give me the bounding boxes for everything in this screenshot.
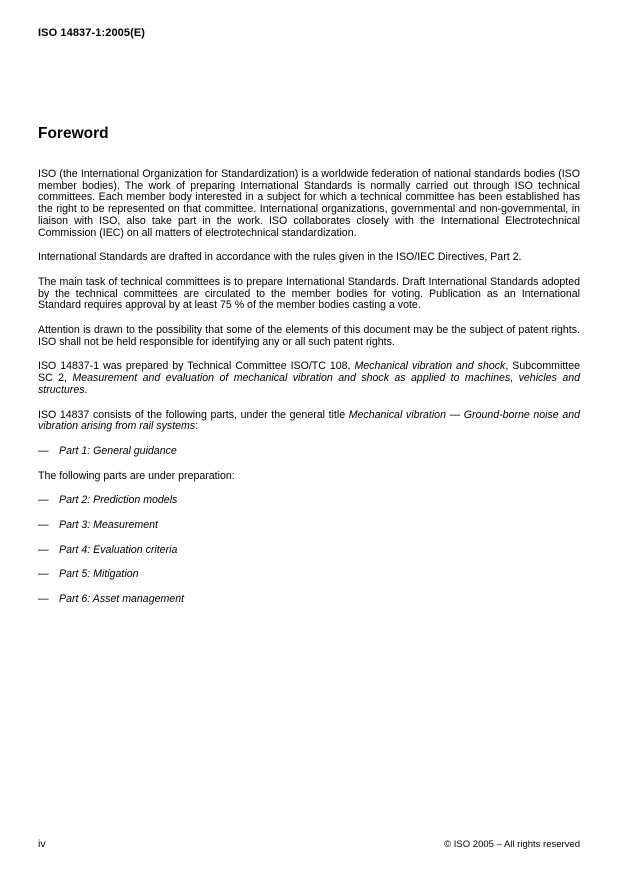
paragraph-prepared-by [38, 361, 580, 396]
list-dash: — [38, 519, 49, 532]
list-dash: — [38, 444, 49, 457]
copyright-notice: © ISO 2005 – All rights reserved [444, 839, 580, 850]
list-item-text: Part 5: Mitigation [59, 568, 139, 581]
list-item-part-6 [38, 594, 580, 606]
doc-reference: ISO 14837-1:2005(E) [38, 27, 146, 39]
list-item-part-2 [38, 495, 580, 507]
page-number: iv [38, 838, 46, 850]
subcommittee-name: Measurement and evaluation of mechanical vibration and shock as applied to machines, vehicles and structures [38, 372, 580, 396]
parts-intro-run-3: : [195, 420, 199, 433]
paragraph-under-preparation: The following parts are under preparation: [38, 469, 235, 482]
list-dash: — [38, 494, 49, 507]
list-item-part-4 [38, 545, 580, 557]
paragraph-iso-federation: ISO (the International Organization for Standardization) is a worldwide federation of national standards bodies (ISO member bodies). The work of preparing International Standards is normally carried out through ISO technical committees. Each member body interested in a subject for which a technical committee has been established has the right to be represented on that committee. International organizations, governmental and non-governmental, in liaison with ISO, also take part in the work. ISO collaborates closely with the International Electrotechnical Commission (IEC) on all matters of electrotechnical standardization. [38, 168, 580, 239]
paragraph-directives: International Standards are drafted in accordance with the rules given in the ISO/IEC Directives, Part 2. [38, 251, 522, 264]
list-item-text: Part 6: Asset management [59, 593, 185, 606]
list-item-part-5 [38, 569, 580, 581]
paragraph-patent-rights: Attention is drawn to the possibility that some of the elements of this document may be the subject of patent rights. ISO shall not be held responsible for identifying any or all such patent rights. [38, 324, 580, 348]
series-general-title: Mechanical vibration — Ground-borne noise and vibration arising from rail systems [38, 408, 580, 433]
list-item-text: Part 2: Prediction models [59, 494, 178, 507]
list-item-text: Part 4: Evaluation criteria [59, 543, 178, 556]
foreword-body [38, 169, 580, 606]
list-dash: — [38, 568, 49, 581]
list-dash: — [38, 543, 49, 556]
paragraph-parts-intro [38, 410, 580, 433]
list-dash: — [38, 593, 49, 606]
prepared-by-run-3: , Subcommittee SC 2, [38, 360, 580, 385]
parts-intro-run-1: ISO 14837 consists of the following parts, under the general title [38, 408, 349, 421]
committee-name: Mechanical vibration and shock [354, 360, 506, 373]
prepared-by-run-1: ISO 14837-1 was prepared by Technical Committee ISO/TC 108, [38, 360, 355, 373]
foreword-title: Foreword [38, 125, 109, 142]
paragraph-main-task: The main task of technical committees is to prepare International Standards. Draft International Standards adopted by the technical committees are circulated to the member bodies for voting. Publication as an International Standard requires approval by at least 75 % of the member bodies casting a vote. [38, 275, 580, 312]
list-item-part-3 [38, 520, 580, 532]
document-footer [38, 838, 580, 850]
list-item-text: Part 1: General guidance [59, 444, 177, 457]
prepared-by-run-5: . [84, 383, 88, 396]
document-header [38, 27, 580, 39]
list-item-text: Part 3: Measurement [59, 519, 158, 532]
list-item-part-1 [38, 446, 580, 458]
